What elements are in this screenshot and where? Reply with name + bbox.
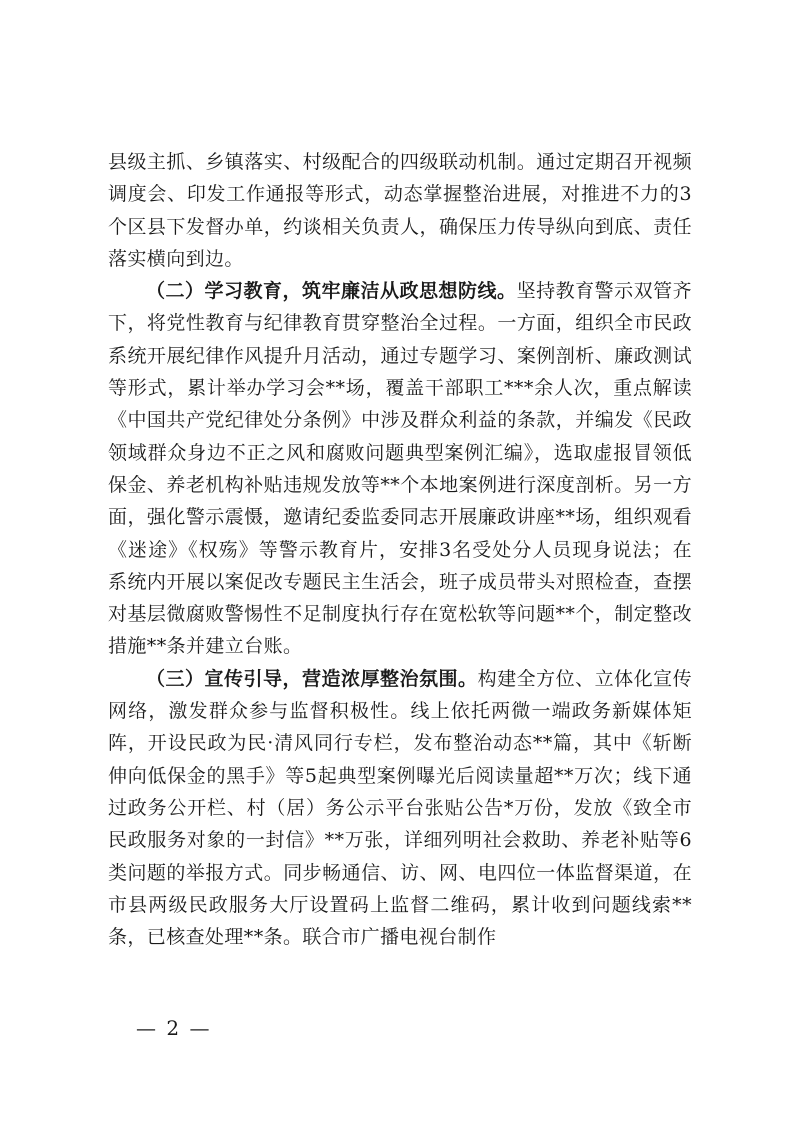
paragraph-3-text: 构建全方位、立体化宣传网络，激发群众参与监督积极性。线上依托两微一端政务新媒体矩阵，开设民政为民·清风同行专栏，发布整治动态**篇，其中《斩断伸向低保金的黑手》等5起典型案例曝光后阅读量超**万次；线下通过政务公开栏、村（居）务公示平台张贴公告*万份，发放《致全市民政服务对象的一封信》**万张，详细列明社会救助、养老补贴等6类问题的举报方式。同步畅通信、访、网、电四位一体监督渠道，在市县两级民政服务大厅设置码上监督二维码，累计收到问题线索**条，已核查处理**条。联合市广播电视台制作 [108, 667, 692, 949]
paragraph-2 [108, 275, 692, 663]
paragraph-3 [108, 663, 692, 954]
paragraph-2-heading: （二）学习教育，筑牢廉洁从政思想防线。 [146, 280, 517, 303]
paragraph-3-heading: （三）宣传引导，营造浓厚整治氛围。 [146, 667, 478, 690]
paragraph-2-text: 坚持教育警示双管齐下，将党性教育与纪律教育贯穿整治全过程。一方面，组织全市民政系统开展纪律作风提升月活动，通过专题学习、案例剖析、廉政测试等形式，累计举办学习会**场，覆盖干部职工***余人次，重点解读《中国共产党纪律处分条例》中涉及群众利益的条款，并编发《民政领域群众身边不正之风和腐败问题典型案例汇编》，选取虚报冒领低保金、养老机构补贴违规发放等**个本地案例进行深度剖析。另一方面，强化警示震慑，邀请纪委监委同志开展廉政讲座**场，组织观看《迷途》《权殇》等警示教育片，安排3名受处分人员现身说法；在系统内开展以案促改专题民主生活会，班子成员带头对照检查，查摆对基层微腐败警惕性不足制度执行存在宽松软等问题**个，制定整改措施**条并建立台账。 [108, 280, 692, 658]
paragraph-1-text: 县级主抓、乡镇落实、村级配合的四级联动机制。通过定期召开视频调度会、印发工作通报等形式，动态掌握整治进展，对推进不力的3个区县下发督办单，约谈相关负责人，确保压力传导纵向到底、责任落实横向到边。 [108, 151, 692, 270]
body-text [108, 146, 692, 953]
paragraph-1 [108, 146, 692, 275]
page-number: — 2 — [136, 1016, 212, 1040]
